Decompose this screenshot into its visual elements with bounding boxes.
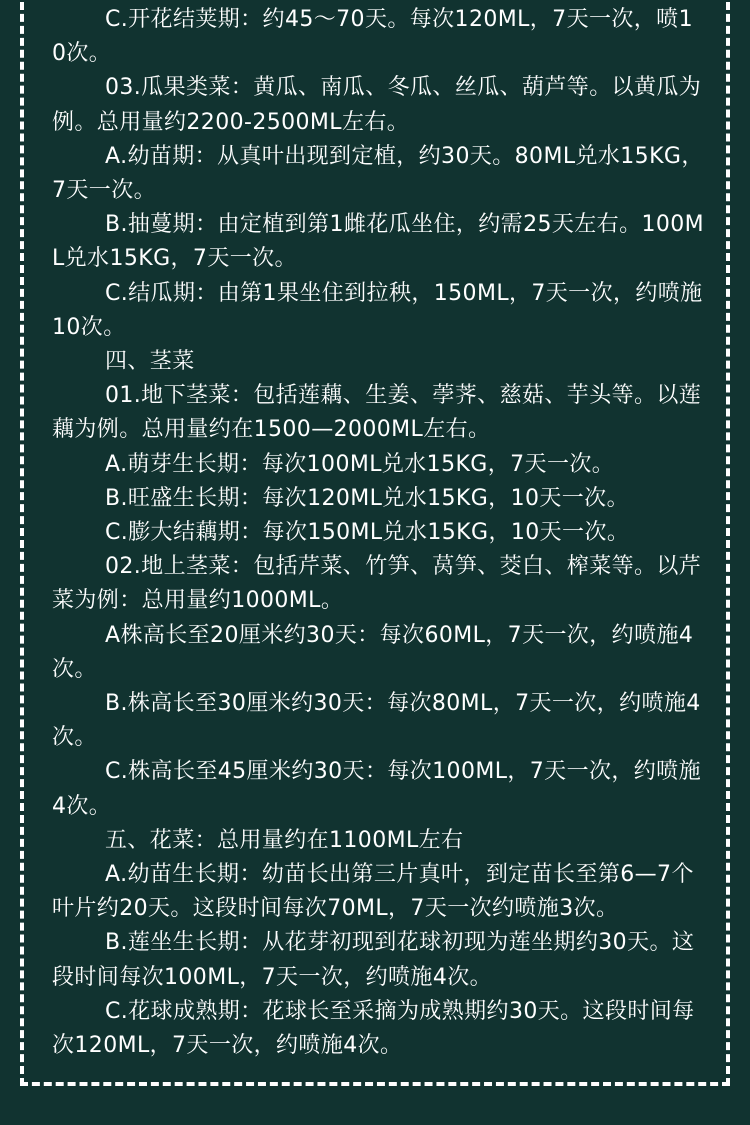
- paragraph: B.莲坐生长期：从花芽初现到花球初现为莲坐期约30天。这段时间每次100ML，7天一次，约喷施4次。: [52, 930, 695, 990]
- paragraph: 01.地下茎菜：包括莲藕、生姜、荸荠、慈菇、芋头等。以莲藕为例。总用量约在1500—2000ML左右。: [52, 383, 702, 443]
- section-heading: 四、茎菜: [105, 349, 195, 375]
- paragraph: C.结瓜期：由第1果坐住到拉秧，150ML，7天一次，约喷施10次。: [52, 280, 703, 340]
- paragraph: C.开花结荚期：约45～70天。每次120ML，7天一次，喷10次。: [52, 7, 693, 67]
- paragraph: C.株高长至45厘米约30天：每次100ML，7天一次，约喷施4次。: [52, 759, 701, 819]
- paragraph: B.株高长至30厘米约30天：每次80ML，7天一次，约喷施4次。: [52, 691, 701, 751]
- text-content: [52, 3, 707, 1063]
- paragraph: 03.瓜果类菜：黄瓜、南瓜、冬瓜、丝瓜、葫芦等。以黄瓜为例。总用量约2200-2500ML左右。: [52, 75, 702, 135]
- section-heading: 五、花菜：总用量约在1100ML左右: [105, 827, 464, 853]
- paragraph: A株高长至20厘米约30天：每次60ML，7天一次，约喷施4次。: [52, 622, 694, 682]
- paragraph: A.萌芽生长期：每次100ML兑水15KG，7天一次。: [105, 451, 615, 477]
- paragraph: B.旺盛生长期：每次120ML兑水15KG，10天一次。: [105, 485, 629, 511]
- paragraph: C.花球成熟期：花球长至采摘为成熟期约30天。这段时间每次120ML，7天一次，约喷施4次。: [52, 998, 695, 1059]
- paragraph: B.抽蔓期：由定植到第1雌花瓜坐住，约需25天左右。100ML兑水15KG，7天一次。: [52, 212, 705, 272]
- paragraph: A.幼苗期：从真叶出现到定植，约30天。80ML兑水15KG，7天一次。: [52, 143, 704, 204]
- paragraph: A.幼苗生长期：幼苗长出第三片真叶，到定苗长至第6—7个叶片约20天。这段时间每次70ML，7天一次约喷施3次。: [52, 862, 694, 922]
- paragraph: C.膨大结藕期：每次150ML兑水15KG，10天一次。: [105, 520, 630, 546]
- paragraph: 02.地上茎菜：包括芹菜、竹笋、莴笋、茭白、榨菜等。以芹菜为例：总用量约1000ML。: [52, 554, 702, 614]
